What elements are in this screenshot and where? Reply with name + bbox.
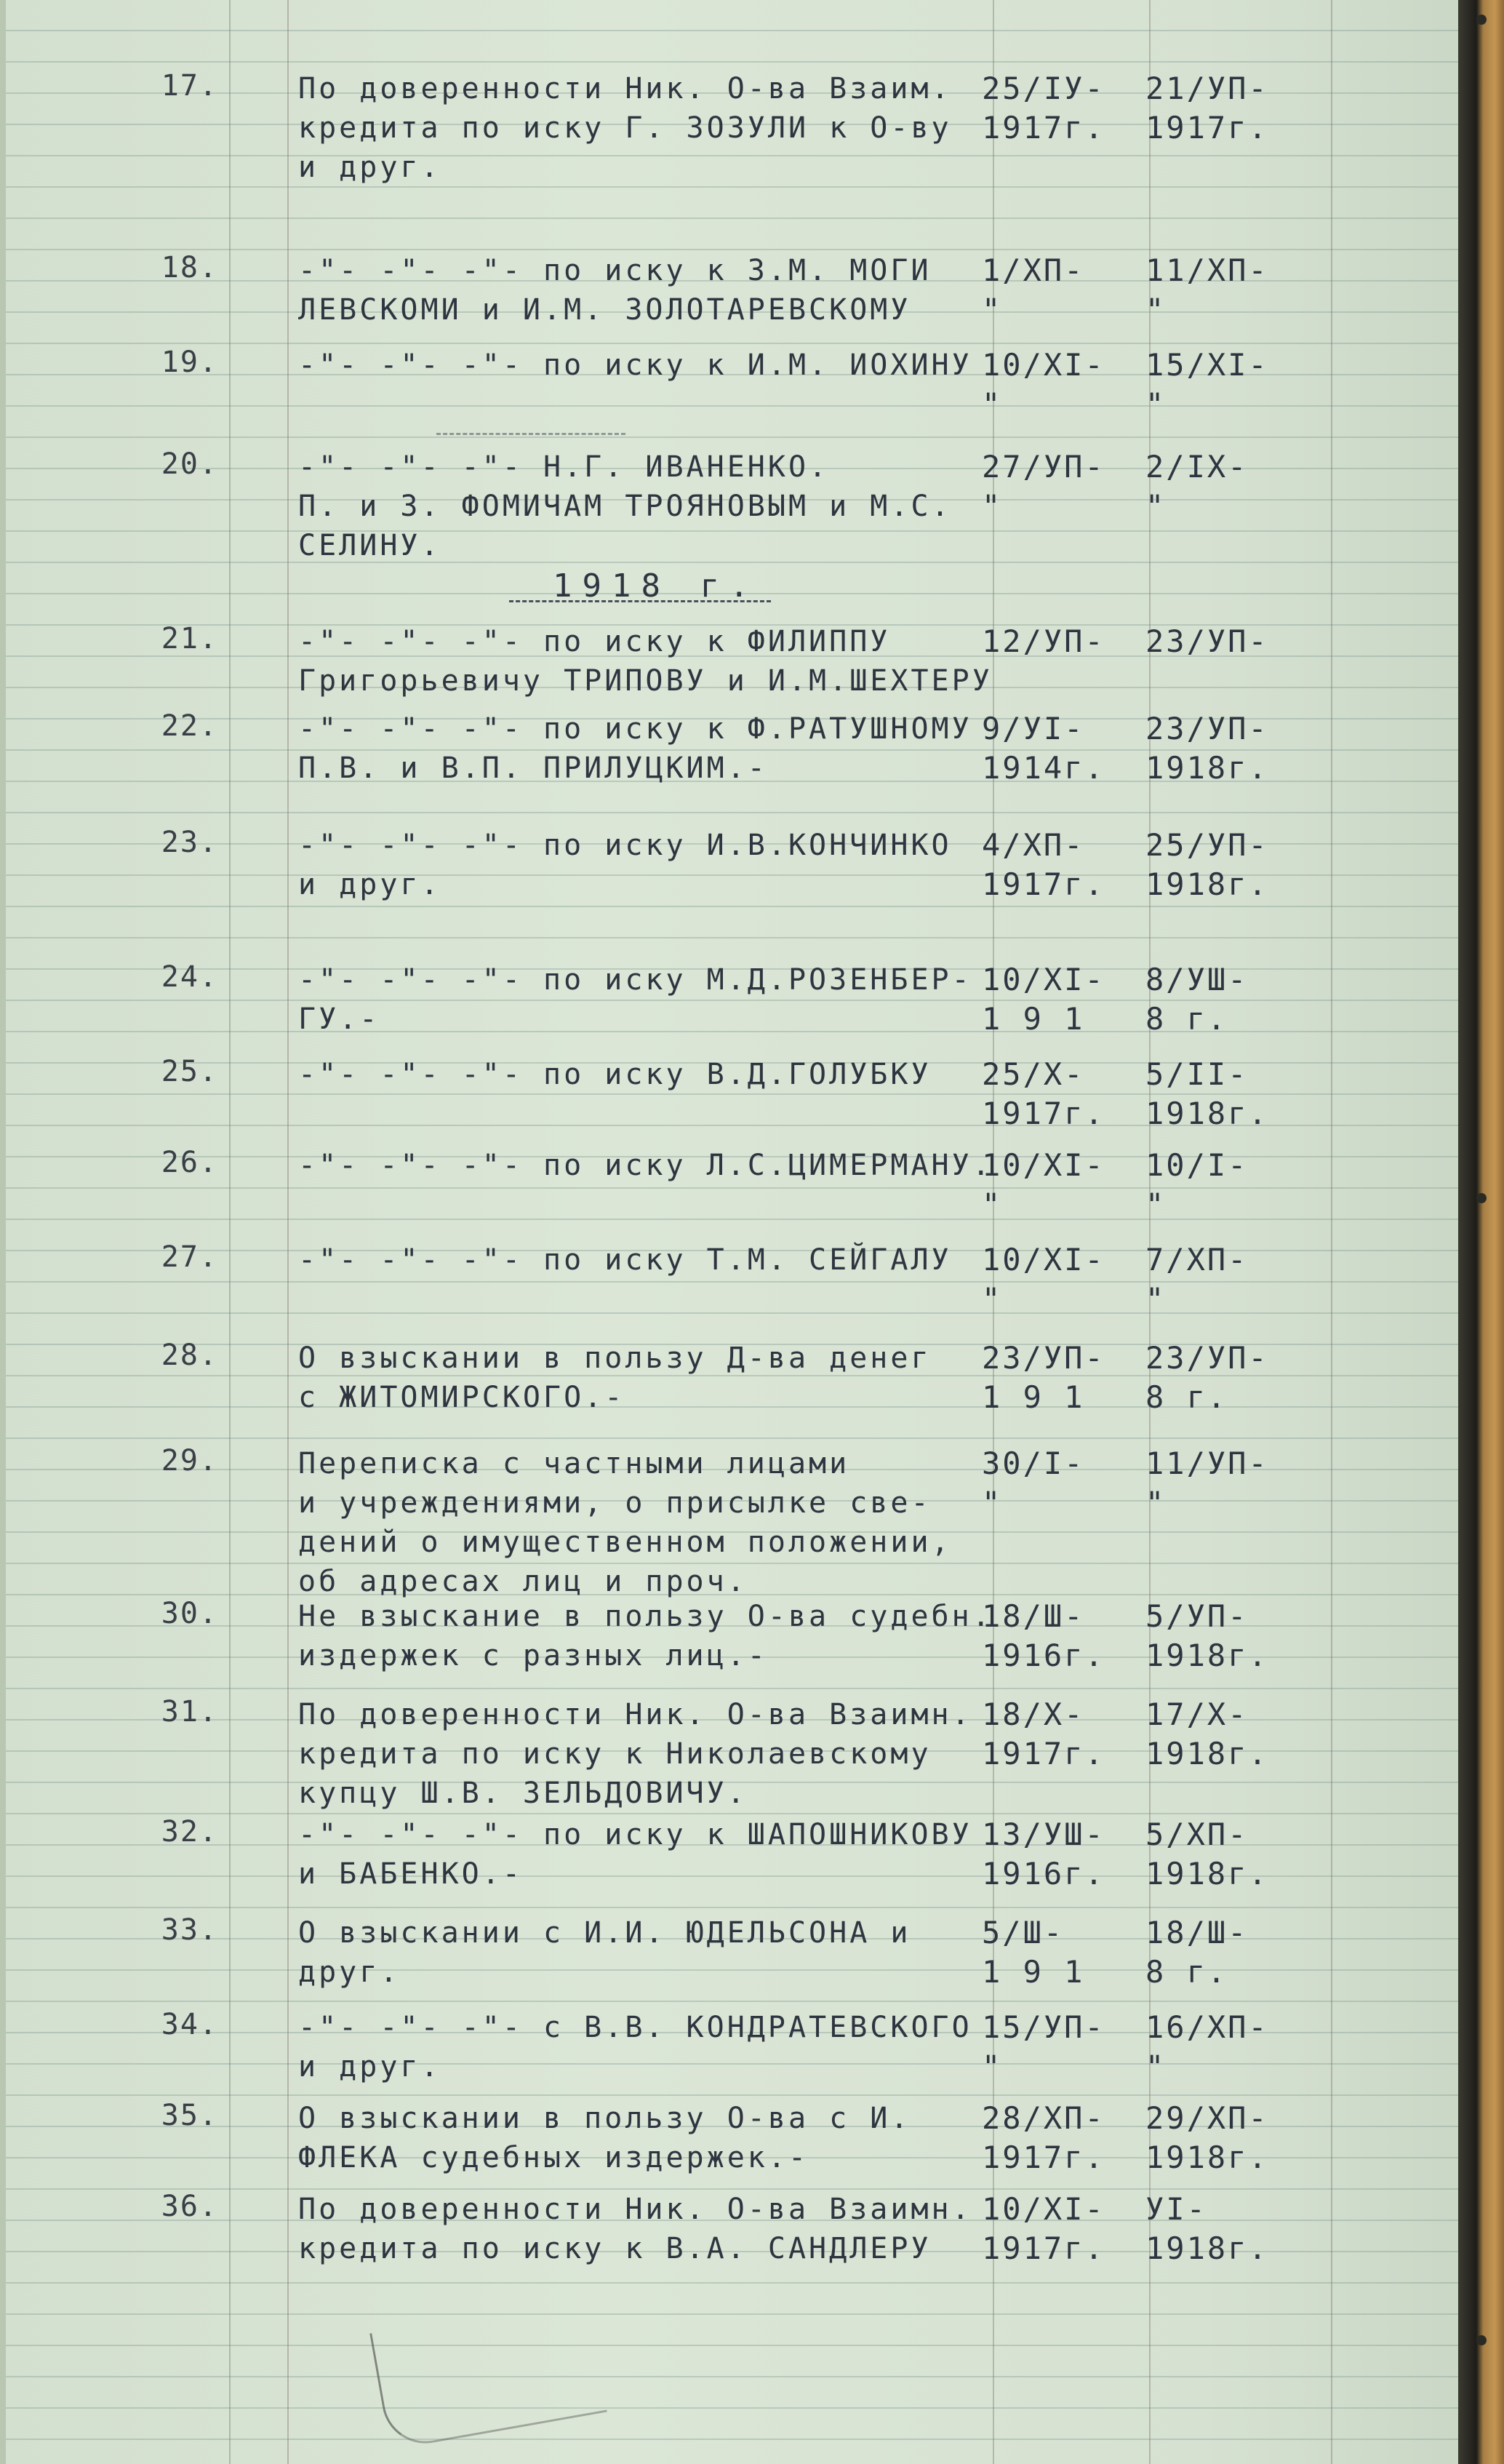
start-date: 5/Ш- 1 9 1 xyxy=(982,1915,1085,1990)
row-number: 27. xyxy=(161,1240,218,1274)
row-number: 29. xyxy=(161,1444,218,1478)
end-date: 23/УП- xyxy=(1145,623,1269,659)
case-description: О взыскании в пользу Д-ва денег с ЖИТОМИРСКОГО.- xyxy=(298,1341,932,1414)
row-number: 24. xyxy=(161,960,218,994)
page-left-edge xyxy=(0,0,6,2464)
case-description: -"- -"- -"- по иску к И.М. ИОХИНУ xyxy=(298,348,972,382)
case-description: -"- -"- -"- по иску В.Д.ГОЛУБКУ xyxy=(298,1058,932,1091)
start-date: 10/ХI- " xyxy=(982,347,1105,422)
binding-stitch xyxy=(1476,15,1487,25)
end-date: 11/ХП- " xyxy=(1145,252,1269,327)
case-description: По доверенности Ник. О-ва Взаимн. кредита по иску к Николаевскому купцу Ш.В. ЗЕЛЬДОВИЧУ. xyxy=(298,1698,972,1810)
start-date: 18/Х- 1917г. xyxy=(982,1697,1105,1771)
case-description: -"- -"- -"- по иску к Ф.РАТУШНОМУ П.В. и В.П. ПРИЛУЦКИМ.- xyxy=(298,712,972,785)
end-date: 25/УП- 1918г. xyxy=(1145,827,1269,902)
start-date: 13/УШ- 1916г. xyxy=(982,1817,1105,1891)
case-description: Переписка с частными лицами и учреждениями, о присылке све- дений о имущественном положении, об адресах лиц и проч. xyxy=(298,1447,952,1598)
case-description: О взыскании с И.И. ЮДЕЛЬСОНА и друг. xyxy=(298,1916,911,1989)
row-number: 26. xyxy=(161,1146,218,1179)
start-date: 9/УI- 1914г. xyxy=(982,711,1105,786)
end-date: 7/ХП- " xyxy=(1145,1242,1249,1317)
start-date: 10/ХI- 1 9 1 xyxy=(982,962,1105,1037)
end-date: 16/ХП- " xyxy=(1145,2009,1269,2084)
case-description: -"- -"- -"- по иску И.В.КОНЧИНКО и друг. xyxy=(298,829,952,901)
end-date: 17/Х- 1918г. xyxy=(1145,1697,1269,1771)
case-description: По доверенности Ник. О-ва Взаим. кредита по иску Г. ЗОЗУЛИ к О-ву и друг. xyxy=(298,72,952,184)
row-number: 33. xyxy=(161,1913,218,1947)
end-date: 5/ХП- 1918г. xyxy=(1145,1817,1269,1891)
start-date: 23/УП- 1 9 1 xyxy=(982,1340,1105,1415)
end-date: 11/УП- " xyxy=(1145,1446,1269,1520)
row-number: 23. xyxy=(161,826,218,859)
row-number: 34. xyxy=(161,2008,218,2041)
start-date: 10/ХI- " xyxy=(982,1242,1105,1317)
case-description: -"- -"- -"- с В.В. КОНДРАТЕВСКОГО и друг. xyxy=(298,2011,972,2084)
start-date: 1/ХП- " xyxy=(982,252,1085,327)
start-date: 30/I- " xyxy=(982,1446,1085,1520)
end-date: УI- 1918г. xyxy=(1145,2191,1269,2266)
binding-edge xyxy=(1458,0,1504,2464)
start-date: 18/Ш- 1916г. xyxy=(982,1598,1105,1673)
case-description: -"- -"- -"- по иску М.Д.РОЗЕНБЕР- ГУ.- xyxy=(298,963,972,1036)
case-description: -"- -"- -"- по иску Л.С.ЦИМЕРМАНУ. xyxy=(298,1149,993,1182)
row-number: 28. xyxy=(161,1339,218,1372)
column-rule xyxy=(229,0,231,2464)
end-date: 18/Ш- 8 г. xyxy=(1145,1915,1249,1990)
end-date: 15/ХI- " xyxy=(1145,347,1269,422)
start-date: 4/ХП- 1917г. xyxy=(982,827,1105,902)
row-number: 25. xyxy=(161,1055,218,1088)
case-description: Не взыскание в пользу О-ва судебн. издержек с разных лиц.- xyxy=(298,1600,993,1672)
case-description: -"- -"- -"- по иску к ШАПОШНИКОВУ и БАБЕНКО.- xyxy=(298,1818,972,1891)
end-date: 5/II- 1918г. xyxy=(1145,1056,1269,1131)
end-date: 5/УП- 1918г. xyxy=(1145,1598,1269,1673)
row-number: 36. xyxy=(161,2190,218,2223)
pencil-mark xyxy=(369,2295,607,2450)
binding-stitch xyxy=(1476,2335,1487,2345)
start-date: 27/УП- " xyxy=(982,449,1105,524)
end-date: 23/УП- 8 г. xyxy=(1145,1340,1269,1415)
row-number: 22. xyxy=(161,709,218,743)
row-number: 31. xyxy=(161,1695,218,1729)
end-date: 23/УП- 1918г. xyxy=(1145,711,1269,786)
case-description: По доверенности Ник. О-ва Взаимн. кредита по иску к В.А. САНДЛЕРУ xyxy=(298,2193,972,2265)
column-rule xyxy=(1331,0,1332,2464)
row-number: 32. xyxy=(161,1815,218,1849)
column-rule xyxy=(287,0,289,2464)
case-description: -"- -"- -"- по иску к З.М. МОГИ ЛЕВСКОМИ и И.М. ЗОЛОТАРЕВСКОМУ xyxy=(298,254,932,327)
end-date: 8/УШ- 8 г. xyxy=(1145,962,1249,1037)
case-description: -"- -"- -"- Н.Г. ИВАНЕНКО. П. и З. ФОМИЧАМ ТРОЯНОВЫМ и М.С. СЕЛИНУ. xyxy=(298,450,952,562)
year-underline xyxy=(509,600,771,602)
end-date: 29/ХП- 1918г. xyxy=(1145,2100,1269,2175)
case-description: О взыскании в пользу О-ва с И. ФЛЕКА судебных издержек.- xyxy=(298,2102,911,2174)
start-date: 25/IУ- 1917г. xyxy=(982,71,1105,145)
row-number: 17. xyxy=(161,69,218,103)
start-date: 10/ХI- 1917г. xyxy=(982,2191,1105,2266)
row-number: 30. xyxy=(161,1597,218,1630)
row-number: 35. xyxy=(161,2099,218,2132)
start-date: 28/ХП- 1917г. xyxy=(982,2100,1105,2175)
start-date: 12/УП- xyxy=(982,623,1105,659)
end-date: 10/I- " xyxy=(1145,1147,1249,1222)
row-number: 19. xyxy=(161,346,218,379)
start-date: 10/ХI- " xyxy=(982,1147,1105,1222)
row-number: 21. xyxy=(161,622,218,655)
case-description: -"- -"- -"- по иску к ФИЛИППУ Григорьевичу ТРИПОВУ и И.М.ШЕХТЕРУ xyxy=(298,625,993,698)
end-date: 2/IХ- " xyxy=(1145,449,1249,524)
binding-stitch xyxy=(1476,1193,1487,1203)
row-number: 20. xyxy=(161,447,218,481)
case-description: -"- -"- -"- по иску Т.М. СЕЙГАЛУ xyxy=(298,1243,952,1277)
row-number: 18. xyxy=(161,251,218,284)
start-date: 15/УП- " xyxy=(982,2009,1105,2084)
end-date: 21/УП- 1917г. xyxy=(1145,71,1269,145)
year-heading: 1918 г. xyxy=(553,567,759,605)
start-date: 25/Х- 1917г. xyxy=(982,1056,1105,1131)
